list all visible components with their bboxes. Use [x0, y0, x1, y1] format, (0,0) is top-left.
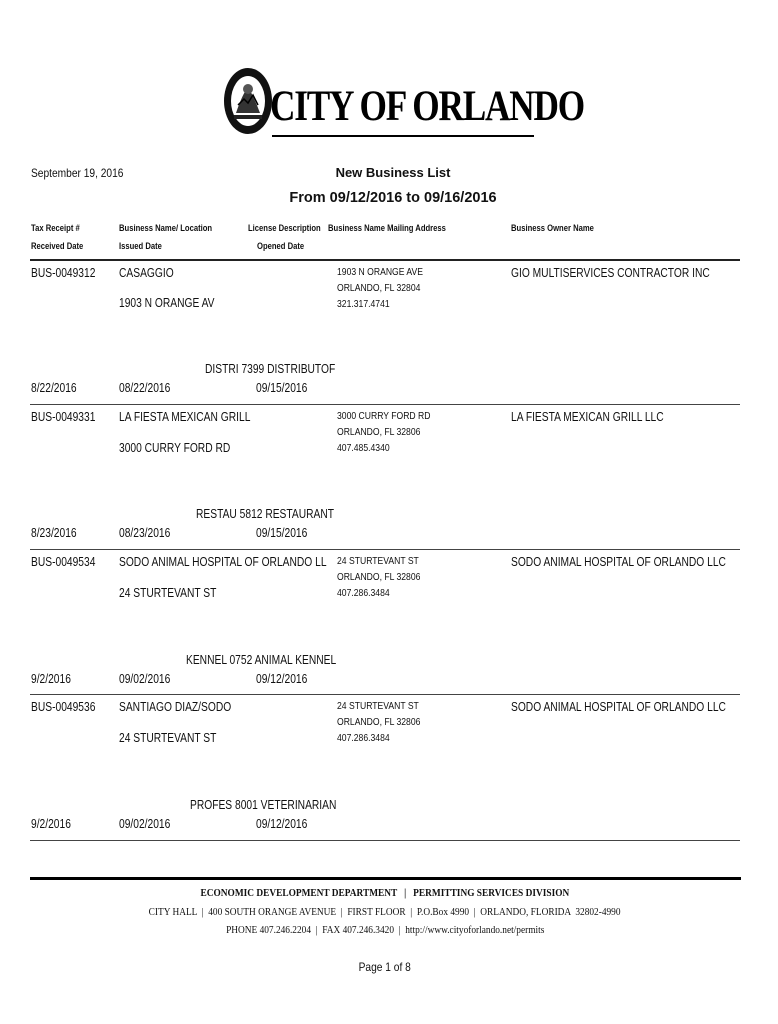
- city-of-orlando-logo: [220, 62, 584, 162]
- mailing-address-line1: 3000 CURRY FORD RD: [337, 410, 431, 422]
- owner-name: LA FIESTA MEXICAN GRILL LLC: [511, 410, 664, 424]
- mailing-phone: 407.286.3484: [337, 732, 390, 744]
- page-number: Page 1 of 8: [358, 960, 412, 974]
- mailing-phone: 321.317.4741: [337, 298, 390, 310]
- business-name: SANTIAGO DIAZ/SODO: [119, 700, 232, 714]
- header-divider: [30, 259, 740, 261]
- header-owner-name: Business Owner Name: [511, 223, 594, 233]
- mailing-address-line2: ORLANDO, FL 32806: [337, 716, 421, 728]
- mailing-address-line1: 24 STURTEVANT ST: [337, 700, 419, 712]
- business-location: 24 STURTEVANT ST: [119, 731, 217, 745]
- header-mailing-address: Business Name Mailing Address: [328, 223, 446, 233]
- issued-date: 08/23/2016: [119, 526, 171, 540]
- issued-date: 09/02/2016: [119, 817, 171, 831]
- opened-date: 09/15/2016: [256, 526, 308, 540]
- license-description: RESTAU 5812 RESTAURANT: [196, 507, 335, 521]
- tax-receipt-number: BUS-0049534: [31, 555, 96, 569]
- mailing-address-line2: ORLANDO, FL 32806: [337, 571, 421, 583]
- header-received-date: Received Date: [31, 241, 84, 251]
- row-divider: [30, 694, 740, 695]
- tax-receipt-number: BUS-0049536: [31, 700, 96, 714]
- row-divider: [30, 404, 740, 405]
- header-issued-date: Issued Date: [119, 241, 162, 251]
- business-location: 1903 N ORANGE AV: [119, 296, 215, 310]
- business-name: LA FIESTA MEXICAN GRILL: [119, 410, 251, 424]
- business-name: SODO ANIMAL HOSPITAL OF ORLANDO LL: [119, 555, 327, 569]
- license-description: KENNEL 0752 ANIMAL KENNEL: [186, 653, 337, 667]
- mailing-address-line1: 1903 N ORANGE AVE: [337, 266, 423, 278]
- tax-receipt-number: BUS-0049331: [31, 410, 96, 424]
- owner-name: SODO ANIMAL HOSPITAL OF ORLANDO LLC: [511, 700, 726, 714]
- issued-date: 09/02/2016: [119, 672, 171, 686]
- header-license-description: License Description: [248, 223, 321, 233]
- received-date: 9/2/2016: [31, 672, 71, 686]
- business-location: 3000 CURRY FORD RD: [119, 441, 231, 455]
- owner-name: SODO ANIMAL HOSPITAL OF ORLANDO LLC: [511, 555, 726, 569]
- tax-receipt-number: BUS-0049312: [31, 266, 96, 280]
- row-divider: [30, 549, 740, 550]
- received-date: 8/23/2016: [31, 526, 77, 540]
- business-name: CASAGGIO: [119, 266, 174, 280]
- issued-date: 08/22/2016: [119, 381, 171, 395]
- license-description: DISTRI 7399 DISTRIBUTOF: [205, 362, 336, 376]
- row-divider: [30, 840, 740, 841]
- mailing-address-line2: ORLANDO, FL 32806: [337, 426, 421, 438]
- header-opened-date: Opened Date: [257, 241, 305, 251]
- received-date: 9/2/2016: [31, 817, 71, 831]
- report-title: New Business List: [335, 165, 451, 180]
- logo-wordmark: CITY OF ORLANDO: [270, 83, 584, 130]
- business-location: 24 STURTEVANT ST: [119, 586, 217, 600]
- footer-rule: [30, 877, 741, 880]
- footer-address: CITY HALL | 400 SOUTH ORANGE AVENUE | FIRST FLOOR | P.O.Box 4990 | ORLANDO, FLORIDA 32802-4990: [149, 906, 621, 918]
- header-tax-receipt: Tax Receipt #: [31, 223, 80, 233]
- mailing-address-line2: ORLANDO, FL 32804: [337, 282, 421, 294]
- logo-underline: [272, 135, 534, 137]
- license-description: PROFES 8001 VETERINARIAN: [190, 798, 337, 812]
- footer-department: ECONOMIC DEVELOPMENT DEPARTMENT | PERMITTING SERVICES DIVISION: [200, 887, 570, 899]
- owner-name: GIO MULTISERVICES CONTRACTOR INC: [511, 266, 710, 280]
- mailing-address-line1: 24 STURTEVANT ST: [337, 555, 419, 567]
- opened-date: 09/12/2016: [256, 817, 308, 831]
- mailing-phone: 407.485.4340: [337, 442, 390, 454]
- printed-date: September 19, 2016: [31, 166, 124, 180]
- report-date-range: From 09/12/2016 to 09/16/2016: [289, 190, 497, 206]
- opened-date: 09/12/2016: [256, 672, 308, 686]
- header-business-name-location: Business Name/ Location: [119, 223, 213, 233]
- footer-contact: PHONE 407.246.2204 | FAX 407.246.3420 | http://www.cityoforlando.net/permits: [225, 924, 545, 936]
- city-seal-icon: [222, 65, 274, 137]
- mailing-phone: 407.286.3484: [337, 587, 390, 599]
- opened-date: 09/15/2016: [256, 381, 308, 395]
- received-date: 8/22/2016: [31, 381, 77, 395]
